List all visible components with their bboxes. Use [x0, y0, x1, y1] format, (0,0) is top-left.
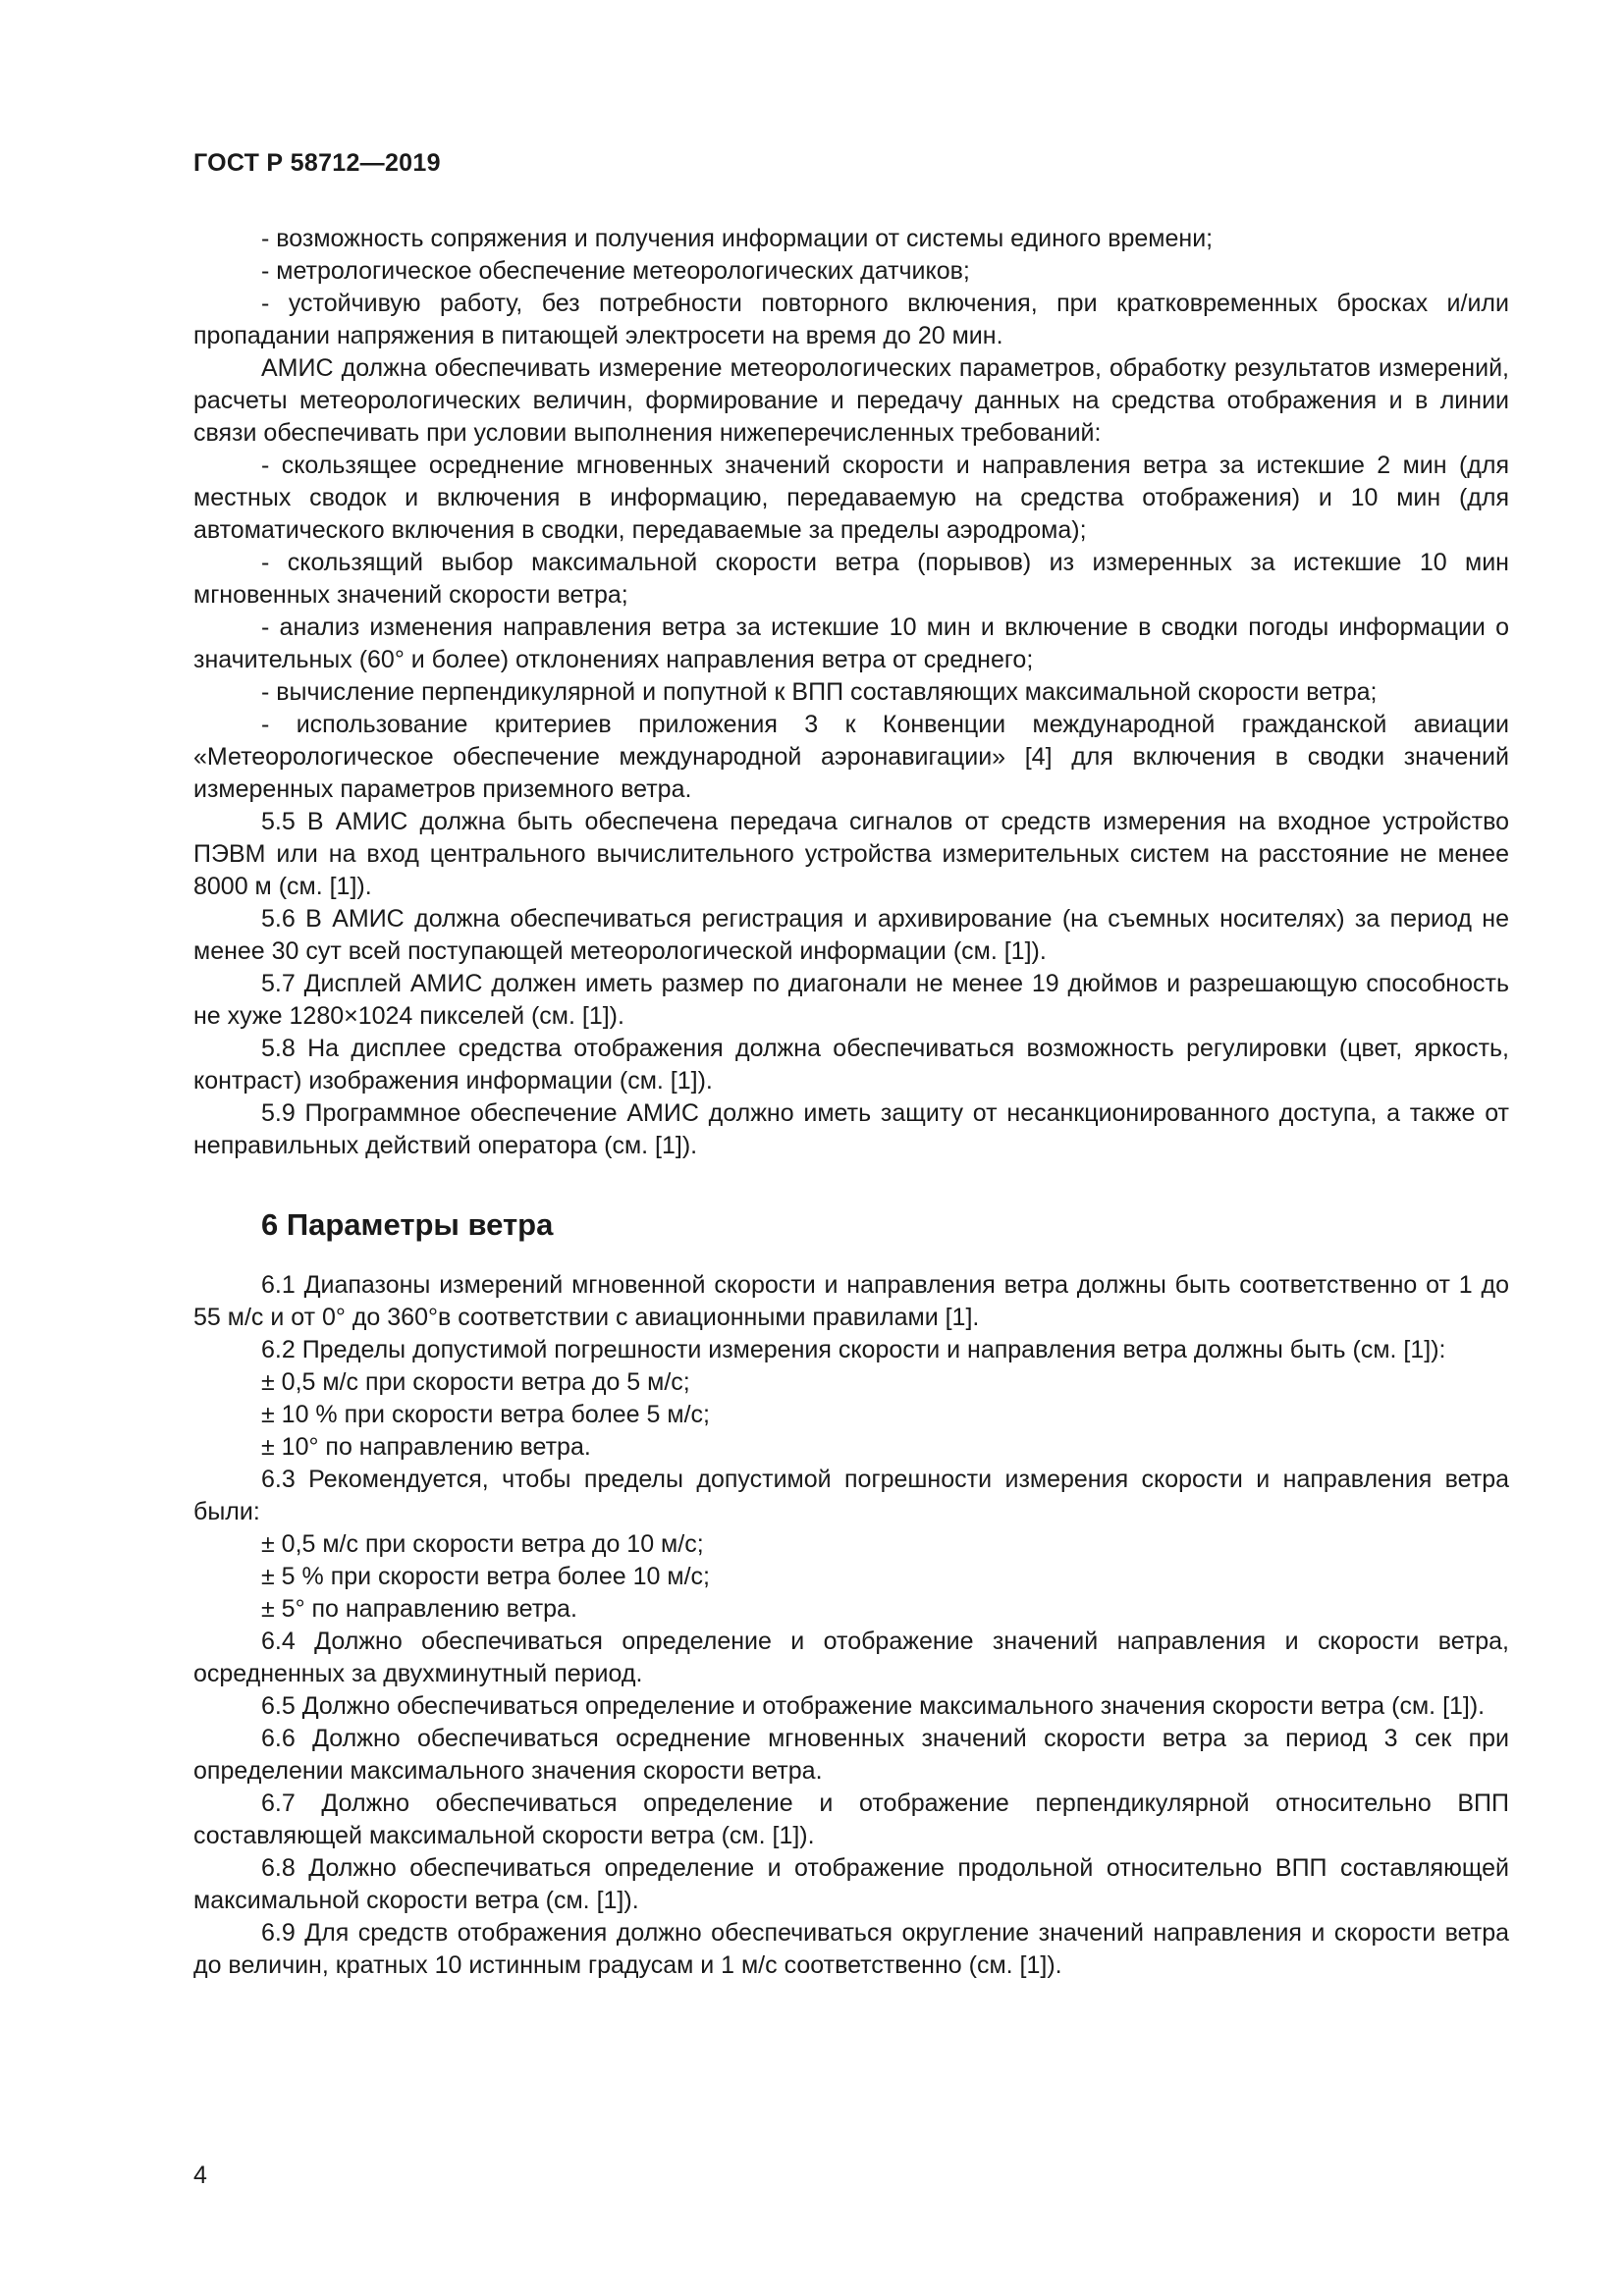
paragraph: 5.9 Программное обеспечение АМИС должно иметь защиту от несанкционированного доступа, а также от неправильных действий оператора (см. [1]).	[193, 1099, 1509, 1159]
standard-header: ГОСТ Р 58712—2019	[193, 149, 441, 177]
paragraph: ± 10 % при скорости ветра более 5 м/с;	[261, 1401, 710, 1428]
page-number: 4	[193, 2162, 207, 2189]
paragraph: 6.6 Должно обеспечиваться осреднение мгновенных значений скорости ветра за период 3 сек при определении максимального значения скорости ветра.	[193, 1725, 1509, 1785]
paragraph: - использование критериев приложения 3 к Конвенции международной гражданской авиации «Метеорологическое обеспечение международной аэронавигации» [4] для включения в сводки значений измеренных параметров приземного ветра.	[193, 711, 1509, 803]
paragraph: 5.5 В АМИС должна быть обеспечена передача сигналов от средств измерения на входное устройство ПЭВМ или на вход центрального вычислительного устройства измерительных систем на расстояние не менее 8000 м (см. [1]).	[193, 808, 1509, 900]
paragraph: - устойчивую работу, без потребности повторного включения, при кратковременных бросках и/или пропадании напряжения в питающей электросети на время до 20 мин.	[193, 290, 1509, 349]
paragraph: ± 0,5 м/с при скорости ветра до 10 м/с;	[261, 1530, 704, 1558]
paragraph: 6.2 Пределы допустимой погрешности измерения скорости и направления ветра должны быть (см. [1]):	[261, 1336, 1446, 1363]
section-heading: 6 Параметры ветра	[261, 1207, 554, 1242]
paragraph: 6.4 Должно обеспечиваться определение и отображение значений направления и скорости ветра, осредненных за двухминутный период.	[193, 1628, 1509, 1687]
paragraph: ± 0,5 м/с при скорости ветра до 5 м/с;	[261, 1368, 690, 1396]
paragraph: 6.8 Должно обеспечиваться определение и отображение продольной относительно ВПП составляющей максимальной скорости ветра (см. [1]).	[193, 1854, 1509, 1914]
paragraph: 6.1 Диапазоны измерений мгновенной скорости и направления ветра должны быть соответственно от 1 до 55 м/с и от 0° до 360°в соответствии с авиационными правилами [1].	[193, 1271, 1509, 1331]
paragraph: ± 5° по направлению ветра.	[261, 1595, 577, 1623]
paragraph: - метрологическое обеспечение метеорологических датчиков;	[261, 257, 970, 285]
paragraph: - возможность сопряжения и получения информации от системы единого времени;	[261, 225, 1214, 252]
paragraph: 6.7 Должно обеспечиваться определение и отображение перпендикулярной относительно ВПП составляющей максимальной скорости ветра (см. [1]).	[193, 1789, 1509, 1849]
paragraph: 6.5 Должно обеспечиваться определение и отображение максимального значения скорости ветра (см. [1]).	[261, 1692, 1486, 1720]
paragraph: - скользящее осреднение мгновенных значений скорости и направления ветра за истекшие 2 мин (для местных сводок и включения в информацию, передаваемую на средства отображения) и 10 мин (для автоматического включения в сводки, передаваемые за пределы аэродрома);	[193, 452, 1509, 544]
paragraph: 5.6 В АМИС должна обеспечиваться регистрация и архивирование (на съемных носителях) за период не менее 30 сут всей поступающей метеорологической информации (см. [1]).	[193, 905, 1509, 965]
paragraph: 6.3 Рекомендуется, чтобы пределы допустимой погрешности измерения скорости и направления ветра были:	[193, 1466, 1509, 1525]
paragraph: - вычисление перпендикулярной и попутной к ВПП составляющих максимальной скорости ветра;	[261, 678, 1378, 706]
paragraph: 5.7 Дисплей АМИС должен иметь размер по диагонали не менее 19 дюймов и разрешающую способность не хуже 1280×1024 пикселей (см. [1]).	[193, 970, 1509, 1030]
document-body	[193, 223, 1509, 1982]
paragraph: 6.9 Для средств отображения должно обеспечиваться округление значений направления и скорости ветра до величин, кратных 10 истинным градусам и 1 м/с соответственно (см. [1]).	[193, 1919, 1509, 1979]
paragraph: АМИС должна обеспечивать измерение метеорологических параметров, обработку результатов измерений, расчеты метеорологических величин, формирование и передачу данных на средства отображения и в линии связи обеспечивать при условии выполнения нижеперечисленных требований:	[193, 354, 1509, 447]
paragraph: - анализ изменения направления ветра за истекшие 10 мин и включение в сводки погоды информации о значительных (60° и более) отклонениях направления ветра от среднего;	[193, 614, 1509, 673]
paragraph: ± 10° по направлению ветра.	[261, 1433, 591, 1461]
paragraph: 5.8 На дисплее средства отображения должна обеспечиваться возможность регулировки (цвет, яркость, контраст) изображения информации (см. [1]).	[193, 1035, 1509, 1095]
paragraph: ± 5 % при скорости ветра более 10 м/с;	[261, 1563, 710, 1590]
paragraph: - скользящий выбор максимальной скорости ветра (порывов) из измеренных за истекшие 10 мин мгновенных значений скорости ветра;	[193, 549, 1509, 609]
